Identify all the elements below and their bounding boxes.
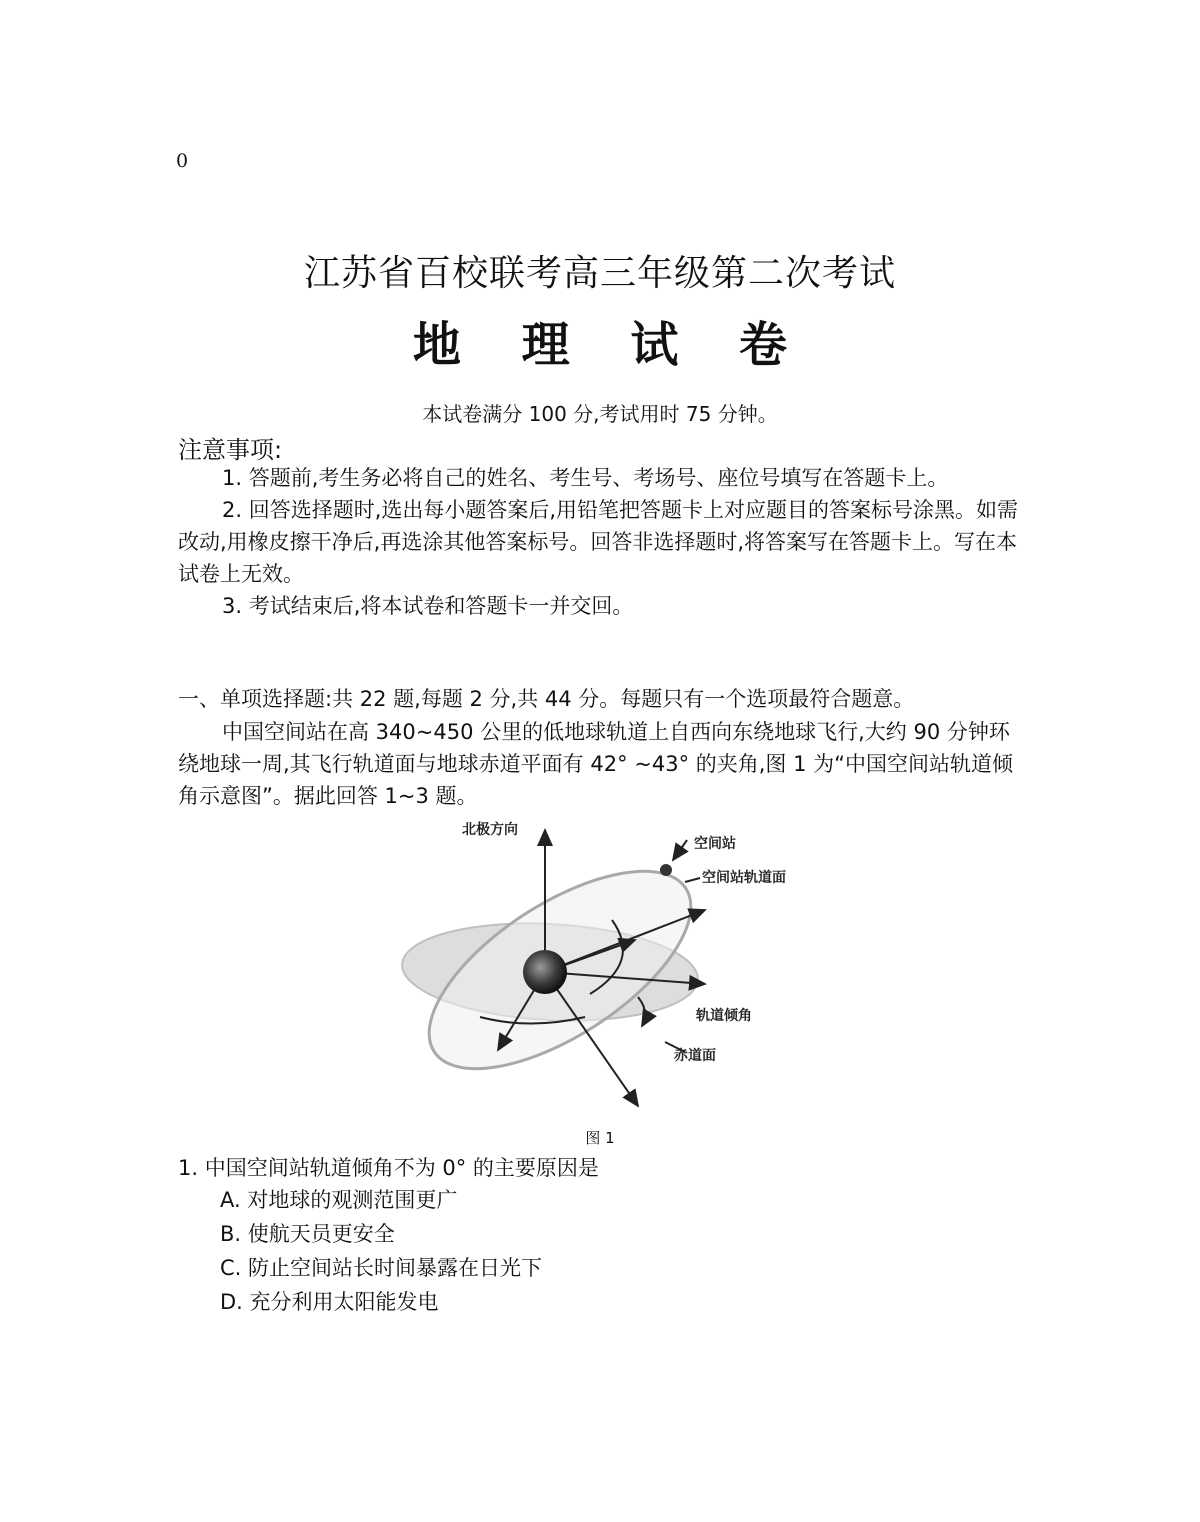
label-north: 北极方向 <box>462 822 518 838</box>
orbit-inclination-figure <box>380 812 820 1117</box>
question-1-option-c: C. 防止空间站长时间暴露在日光下 <box>220 1256 543 1280</box>
station-pointer <box>673 840 687 860</box>
question-1-stem: 1. 中国空间站轨道倾角不为 0° 的主要原因是 <box>178 1156 599 1180</box>
notice-item-3: 3. 考试结束后,将本试卷和答题卡一并交回。 <box>222 594 634 618</box>
corner-mark: 0 <box>176 150 189 172</box>
question-1-option-d: D. 充分利用太阳能发电 <box>220 1290 439 1314</box>
section-heading: 一、单项选择题:共 22 题,每题 2 分,共 44 分。每题只有一个选项最符合题意。 <box>178 687 915 711</box>
label-equator-plane: 赤道面 <box>674 1048 716 1064</box>
question-intro: 中国空间站在高 340~450 公里的低地球轨道上自西向东绕地球飞行,大约 90 分钟环绕地球一周,其飞行轨道面与地球赤道平面有 42° ~43° 的夹角,图 1 为“中国空间站轨道倾角示意图”。据此回答 1~3 题。 <box>178 720 1014 808</box>
figure-caption: 图 1 <box>585 1129 615 1147</box>
question-1-option-b: B. 使航天员更安全 <box>220 1222 395 1246</box>
notice-heading: 注意事项: <box>178 436 283 464</box>
orbit-plane-pointer <box>685 878 700 882</box>
label-orbit-plane: 空间站轨道面 <box>702 870 786 886</box>
notice-item-1: 1. 答题前,考生务必将自己的姓名、考生号、考场号、座位号填写在答题卡上。 <box>222 466 949 490</box>
label-inclination: 轨道倾角 <box>696 1008 752 1024</box>
earth <box>523 950 567 994</box>
exam-info: 本试卷满分 100 分,考试用时 75 分钟。 <box>422 402 778 426</box>
subject-title: 地 理 试 卷 <box>412 317 810 373</box>
notice-item-2: 2. 回答选择题时,选出每小题答案后,用铅笔把答题卡上对应题目的答案标号涂黑。如需改动,用橡皮擦干净后,再选涂其他答案标号。回答非选择题时,将答案写在答题卡上。写在本试卷上无效。 <box>178 498 1019 586</box>
space-station <box>660 864 672 876</box>
question-1-option-a: A. 对地球的观测范围更广 <box>220 1188 458 1212</box>
exam-title: 江苏省百校联考高三年级第二次考试 <box>303 253 896 294</box>
label-station: 空间站 <box>694 836 736 852</box>
